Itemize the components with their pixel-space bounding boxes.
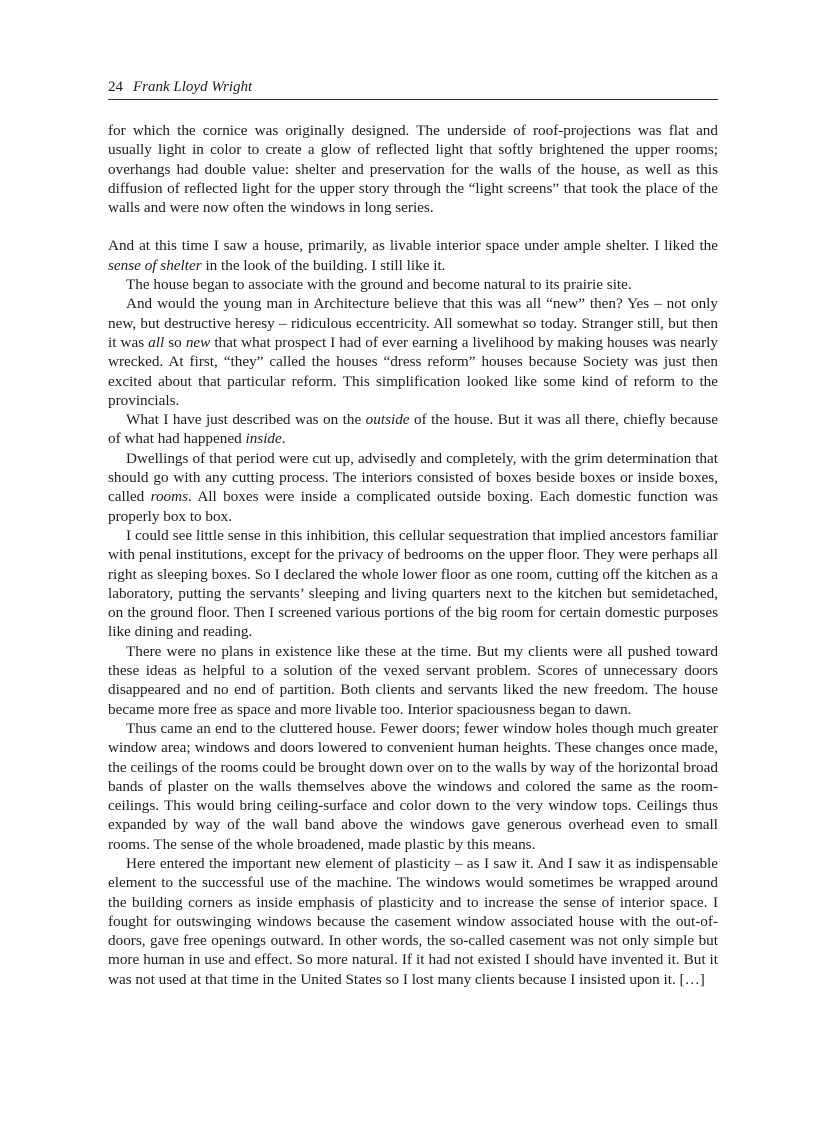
italic-phrase: sense of shelter: [108, 256, 202, 274]
paragraph: [108, 526, 718, 642]
italic-phrase: outside: [365, 411, 410, 429]
italic-phrase: all: [148, 333, 165, 351]
italic-phrase: inside: [245, 430, 282, 448]
paragraph: [108, 236, 718, 275]
text-run: Thus came an end to the cluttered house. Fewer doors; fewer window holes though much greater window area; windows and doors lowered to convenient human heights. These changes once made, the ceilings of the rooms could be brought down over on to the walls by way of the horizontal broad bands of plaster on the walls themselves above the windows and colored the same as the room-ceilings. This would bring ceiling-surface and color down to the very window tops. Ceilings thus expanded by way of the wall band above the windows gave generous overhead even to small rooms. The sense of the whole broadened, made plastic by this means.: [108, 719, 718, 853]
text-run: in the look of the building. I still like it.: [201, 256, 446, 274]
text-run: And would the young man in Architecture believe that this was all “new” then? Yes – not only new, but destructive heresy – ridiculous eccentricity. All somewhat so today. Stranger still, but then it was: [108, 295, 718, 351]
page-number: 24: [108, 79, 123, 95]
text-run: Dwellings of that period were cut up, advisedly and completely, with the grim determination that should go with any cutting process. The interiors consisted of boxes beside boxes or inside boxes, called: [108, 449, 718, 506]
text-run: of the house. But it was all there, chiefly because of what had happened: [108, 411, 718, 448]
italic-phrase: rooms: [150, 488, 189, 506]
running-title: Frank Lloyd Wright: [133, 79, 253, 95]
text-run: The house began to associate with the ground and become natural to its prairie site.: [126, 276, 632, 294]
paragraph: [108, 275, 718, 294]
text-run: There were no plans in existence like these at the time. But my clients were all pushed toward these ideas as helpful to a solution of the vexed servant problem. Scores of unnecessary doors disappeared and no end of partition. Both clients and servants liked the new freedom. The house became more free as space and more livable too. Interior spaciousness began to dawn.: [108, 642, 718, 718]
text-run: for which the cornice was originally designed. The underside of roof-projections was flat and usually light in color to create a glow of reflected light that softly brightened the upper rooms; overhangs had double value: shelter and preservation for the walls of the house, as well as this diffusion of reflected light for the upper story through the “light screens” that took the place of the walls and were now often the windows in long series.: [108, 122, 718, 217]
text-run: What I have just described was on the: [126, 411, 366, 429]
text-run: .: [281, 430, 286, 448]
paragraph: [108, 294, 718, 410]
paragraph: [108, 449, 718, 526]
text-run: I could see little sense in this inhibition, this cellular sequestration that implied ancestors familiar with penal institutions, except for the privacy of bedrooms on the upper floor. They were perhaps all right as sleeping boxes. So I declared the whole lower floor as one room, cutting off the kitchen as a laboratory, putting the servants’ sleeping and living quarters next to the kitchen but semidetached, on the ground floor. Then I screened various portions of the big room for certain domestic purposes like dining and reading.: [108, 526, 718, 641]
italic-phrase: new: [185, 333, 211, 351]
text-run: Here entered the important new element of plasticity – as I saw it. And I saw it as indispensable element to the successful use of the machine. The windows would sometimes be wrapped around the building corners as inside emphasis of plasticity and to increase the sense of interior space. I fought for outswinging windows because the casement window associated house with the out-of-doors, gave free openings outward. In other words, the so-called casement was not only simple but more human in use and effect. So more natural. If it had not existed I should have invented it. But it was not used at that time in the United States so I lost many clients because I insisted upon it. […]: [108, 854, 718, 988]
paragraph: [108, 121, 718, 217]
text-run: . All boxes were inside a complicated outside boxing. Each domestic function was properly box to box.: [108, 488, 718, 525]
paragraph: [108, 854, 718, 989]
text-run: so: [164, 333, 186, 351]
paragraph: [108, 410, 718, 449]
text-run: that what prospect I had of ever earning a livelihood by making houses was nearly wrecked. At first, “they” called the houses “dress reform” houses because Society was just then excited about that particular reform. This simplification looked like some kind of reform to the provincials.: [108, 333, 718, 409]
paragraph: [108, 719, 718, 854]
paragraph: [108, 642, 718, 719]
body-text: [108, 121, 718, 989]
text-run: And at this time I saw a house, primarily, as livable interior space under ample shelter. I liked the: [108, 237, 718, 255]
running-header: [108, 78, 718, 100]
